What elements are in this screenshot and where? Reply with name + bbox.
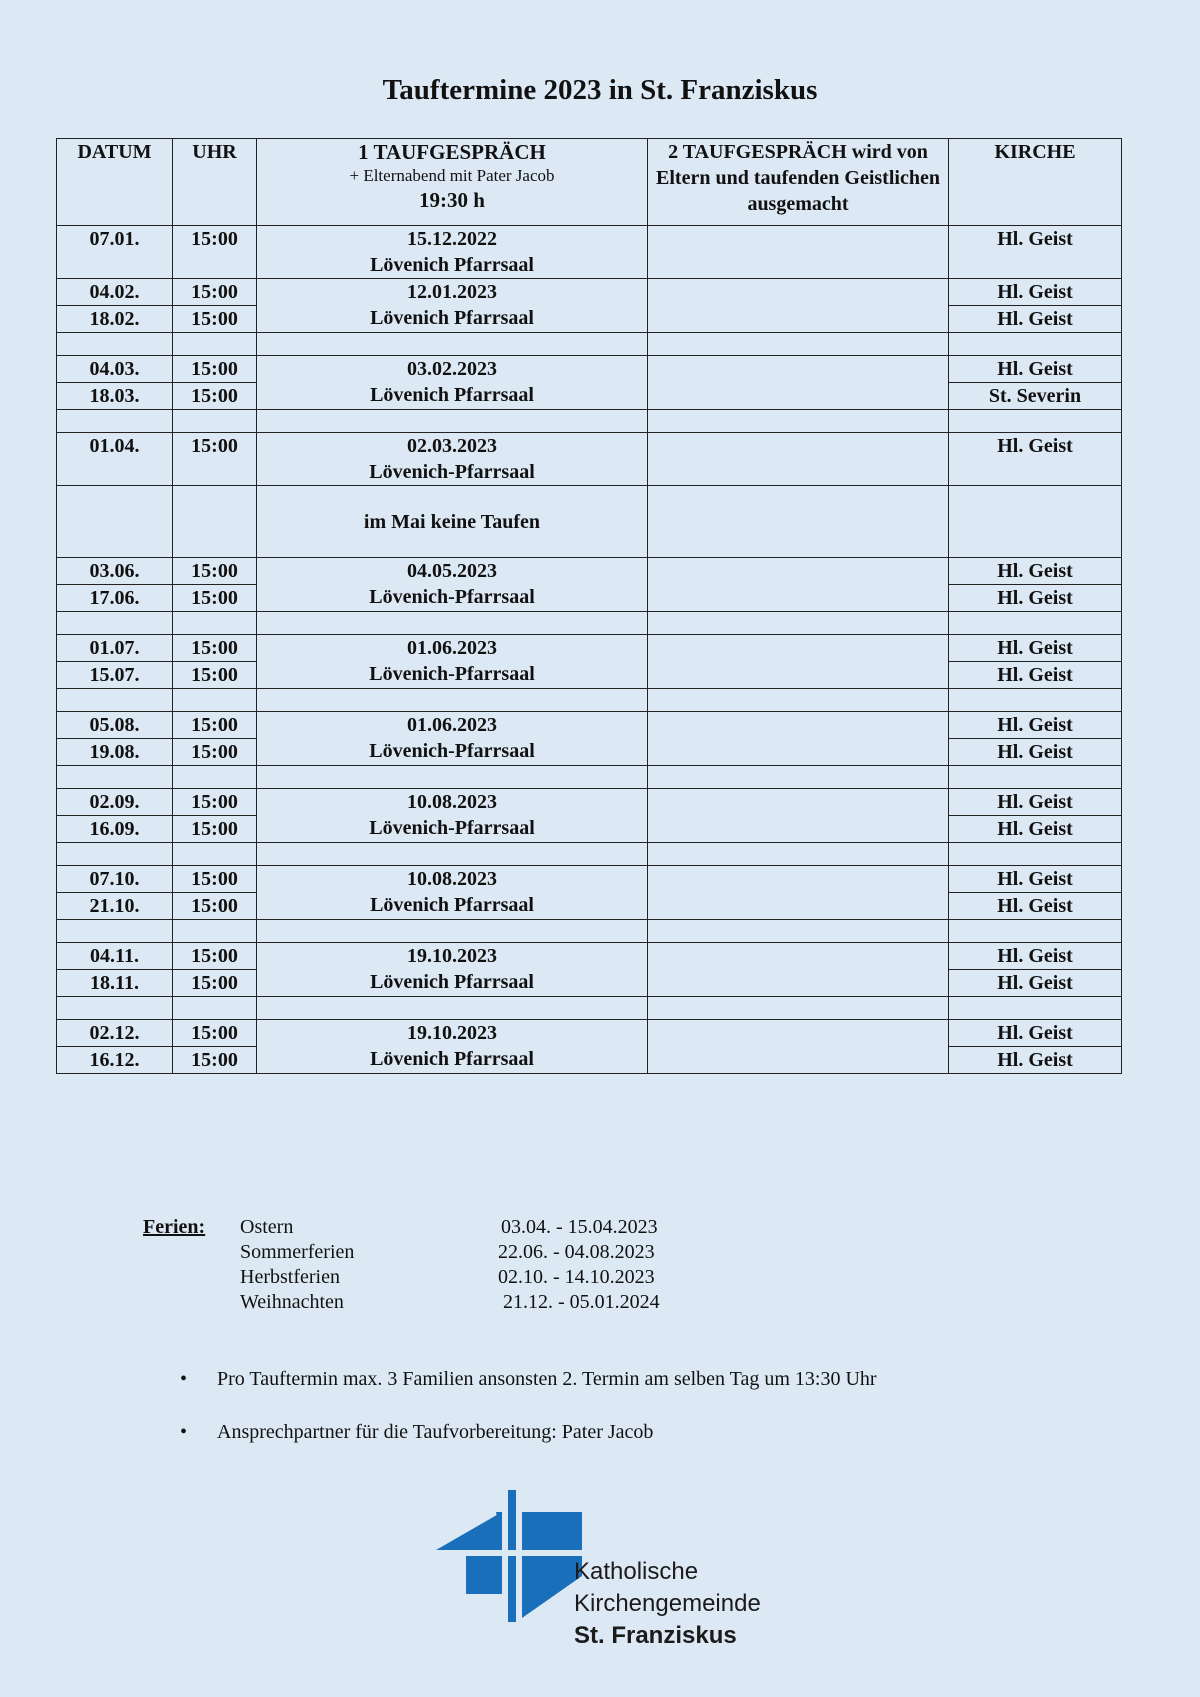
holiday-name: Sommerferien <box>240 1241 355 1263</box>
datum-cell: 19.08. <box>57 739 173 766</box>
kirche-cell: Hl. Geist <box>949 712 1122 739</box>
gespraech-1-date: 19.10.2023 <box>407 945 497 967</box>
kirche-cell: Hl. Geist <box>949 893 1122 920</box>
empty-cell <box>648 612 949 635</box>
uhr-cell: 15:00 <box>173 226 257 279</box>
table-row <box>57 943 1122 970</box>
kirche-cell: Hl. Geist <box>949 558 1122 585</box>
empty-cell <box>648 997 949 1020</box>
logo-shape-ne <box>522 1512 582 1550</box>
empty-cell <box>257 997 648 1020</box>
spacer-row <box>57 920 1122 943</box>
gespraech-1-date: 15.12.2022 <box>407 228 497 250</box>
note-text: Pro Tauftermin max. 3 Familien ansonsten 2. Termin am selben Tag um 13:30 Uhr <box>217 1368 877 1390</box>
kirche-cell: Hl. Geist <box>949 1047 1122 1074</box>
empty-cell <box>173 843 257 866</box>
uhr-cell: 15:00 <box>173 356 257 383</box>
datum-cell: 21.10. <box>57 893 173 920</box>
empty-cell <box>57 333 173 356</box>
gespraech-1-cell <box>257 279 648 333</box>
gespraech-1-date: 01.06.2023 <box>407 714 497 736</box>
datum-cell: 18.11. <box>57 970 173 997</box>
empty-cell <box>648 920 949 943</box>
holiday-name: Herbstferien <box>240 1266 340 1288</box>
table-row <box>57 279 1122 306</box>
spacer-row <box>57 766 1122 789</box>
gespraech-1-place: Lövenich Pfarrsaal <box>370 307 534 329</box>
kirche-cell: Hl. Geist <box>949 943 1122 970</box>
empty-cell <box>257 689 648 712</box>
empty-cell <box>57 410 173 433</box>
uhr-cell: 15:00 <box>173 970 257 997</box>
holiday-item <box>240 1290 800 1315</box>
header-uhr: UHR <box>173 139 257 226</box>
gespraech-1-place: Lövenich Pfarrsaal <box>370 894 534 916</box>
kirche-cell: Hl. Geist <box>949 662 1122 689</box>
empty-cell <box>57 920 173 943</box>
empty-cell <box>949 843 1122 866</box>
table-row <box>57 866 1122 893</box>
kirche-cell: Hl. Geist <box>949 306 1122 333</box>
gespraech-1-cell <box>257 558 648 612</box>
logo-shape-se <box>522 1556 582 1618</box>
uhr-cell: 15:00 <box>173 558 257 585</box>
holiday-item <box>240 1265 800 1290</box>
empty-cell <box>57 997 173 1020</box>
empty-cell <box>173 333 257 356</box>
header-gespraech-1-title: 1 TAUFGESPRÄCH <box>358 140 546 164</box>
datum-cell: 05.08. <box>57 712 173 739</box>
empty-cell <box>173 766 257 789</box>
holiday-dates: 21.12. - 05.01.2024 <box>503 1291 660 1313</box>
kirche-cell: St. Severin <box>949 383 1122 410</box>
kirche-cell: Hl. Geist <box>949 866 1122 893</box>
table-row <box>57 1020 1122 1047</box>
datum-cell: 07.01. <box>57 226 173 279</box>
gespraech-1-place: Lövenich-Pfarrsaal <box>369 817 535 839</box>
holidays-label: Ferien: <box>143 1216 206 1238</box>
empty-cell <box>949 997 1122 1020</box>
header-gespraech-1-time: 19:30 h <box>419 188 485 212</box>
datum-cell: 18.02. <box>57 306 173 333</box>
holiday-dates: 02.10. - 14.10.2023 <box>498 1266 655 1288</box>
kirche-cell: Hl. Geist <box>949 226 1122 279</box>
empty-cell <box>949 486 1122 558</box>
gespraech-1-place: Lövenich-Pfarrsaal <box>369 663 535 685</box>
empty-cell <box>173 920 257 943</box>
page-title: Tauftermine 2023 in St. Franziskus <box>382 74 818 106</box>
uhr-cell: 15:00 <box>173 739 257 766</box>
gespraech-1-cell <box>257 356 648 410</box>
kirche-cell: Hl. Geist <box>949 356 1122 383</box>
logo-shape-stem-bottom <box>508 1556 516 1622</box>
uhr-cell: 15:00 <box>173 662 257 689</box>
holiday-dates: 03.04. - 15.04.2023 <box>501 1216 658 1238</box>
gespraech-1-date: 02.03.2023 <box>407 435 497 457</box>
gespraech-2-cell <box>648 279 949 333</box>
gespraech-1-cell <box>257 943 648 997</box>
empty-cell <box>57 843 173 866</box>
gespraech-1-cell <box>257 1020 648 1074</box>
datum-cell: 02.09. <box>57 789 173 816</box>
spacer-row <box>57 843 1122 866</box>
gespraech-2-cell <box>648 226 949 279</box>
empty-cell <box>648 410 949 433</box>
empty-cell <box>949 612 1122 635</box>
empty-cell <box>173 410 257 433</box>
empty-cell <box>648 333 949 356</box>
empty-cell <box>648 689 949 712</box>
spacer-row <box>57 410 1122 433</box>
table-row <box>57 226 1122 279</box>
gespraech-2-cell <box>648 635 949 689</box>
table-row <box>57 433 1122 486</box>
datum-cell: 16.12. <box>57 1047 173 1074</box>
kirche-cell: Hl. Geist <box>949 433 1122 486</box>
logo-line-2: Kirchengemeinde <box>574 1590 761 1617</box>
uhr-cell: 15:00 <box>173 1047 257 1074</box>
datum-cell: 04.11. <box>57 943 173 970</box>
note-text: Ansprechpartner für die Taufvorbereitung: Pater Jacob <box>217 1421 654 1443</box>
gespraech-1-date: 10.08.2023 <box>407 791 497 813</box>
empty-cell <box>949 766 1122 789</box>
kirche-cell: Hl. Geist <box>949 739 1122 766</box>
table-row <box>57 789 1122 816</box>
uhr-cell: 15:00 <box>173 585 257 612</box>
gespraech-1-place: Lövenich Pfarrsaal <box>370 384 534 406</box>
empty-cell <box>648 766 949 789</box>
uhr-cell: 15:00 <box>173 279 257 306</box>
holiday-item <box>240 1215 800 1240</box>
gespraech-1-date: 12.01.2023 <box>407 281 497 303</box>
uhr-cell: 15:00 <box>173 1020 257 1047</box>
spacer-row <box>57 997 1122 1020</box>
note-cell: im Mai keine Taufen <box>257 486 648 558</box>
logo-shape-nw <box>436 1512 502 1550</box>
empty-cell <box>648 486 949 558</box>
uhr-cell: 15:00 <box>173 943 257 970</box>
kirche-cell: Hl. Geist <box>949 585 1122 612</box>
gespraech-2-cell <box>648 356 949 410</box>
gespraech-2-cell <box>648 789 949 843</box>
table-row <box>57 558 1122 585</box>
datum-cell: 17.06. <box>57 585 173 612</box>
gespraech-1-place: Lövenich-Pfarrsaal <box>369 586 535 608</box>
gespraech-1-date: 03.02.2023 <box>407 358 497 380</box>
gespraech-1-cell <box>257 635 648 689</box>
gespraech-1-place: Lövenich-Pfarrsaal <box>369 740 535 762</box>
holiday-name: Ostern <box>240 1216 294 1238</box>
logo-line-1: Katholische <box>574 1558 699 1585</box>
uhr-cell: 15:00 <box>173 383 257 410</box>
empty-cell <box>949 689 1122 712</box>
empty-cell <box>173 997 257 1020</box>
datum-cell: 04.03. <box>57 356 173 383</box>
empty-cell <box>57 766 173 789</box>
gespraech-1-place: Lövenich Pfarrsaal <box>370 254 534 276</box>
uhr-cell: 15:00 <box>173 789 257 816</box>
header-datum: DATUM <box>57 139 173 226</box>
empty-cell <box>57 689 173 712</box>
empty-cell <box>57 486 173 558</box>
empty-cell <box>257 410 648 433</box>
bullet-icon: • <box>180 1421 188 1443</box>
holiday-name: Weihnachten <box>240 1291 344 1313</box>
gespraech-2-cell <box>648 943 949 997</box>
holiday-item <box>240 1240 800 1265</box>
empty-cell <box>648 843 949 866</box>
empty-cell <box>949 920 1122 943</box>
gespraech-1-place: Lövenich Pfarrsaal <box>370 971 534 993</box>
spacer-row <box>57 689 1122 712</box>
empty-cell <box>57 612 173 635</box>
bullet-icon: • <box>180 1368 188 1390</box>
gespraech-1-cell <box>257 789 648 843</box>
header-gespraech-2: 2 TAUFGESPRÄCH wird von Eltern und taufenden Geistlichen ausgemacht <box>648 139 949 226</box>
empty-cell <box>257 920 648 943</box>
uhr-cell: 15:00 <box>173 866 257 893</box>
baptism-schedule-table <box>56 138 1122 1074</box>
kirche-cell: Hl. Geist <box>949 816 1122 843</box>
empty-cell <box>173 689 257 712</box>
parish-logo-text <box>574 1556 761 1652</box>
gespraech-1-cell <box>257 433 648 486</box>
uhr-cell: 15:00 <box>173 816 257 843</box>
empty-cell <box>949 410 1122 433</box>
header-gespraech-1 <box>257 139 648 226</box>
kirche-cell: Hl. Geist <box>949 1020 1122 1047</box>
kirche-cell: Hl. Geist <box>949 970 1122 997</box>
table-row <box>57 356 1122 383</box>
empty-cell <box>257 843 648 866</box>
datum-cell: 07.10. <box>57 866 173 893</box>
gespraech-1-date: 19.10.2023 <box>407 1022 497 1044</box>
uhr-cell: 15:00 <box>173 712 257 739</box>
gespraech-2-cell <box>648 433 949 486</box>
kirche-cell: Hl. Geist <box>949 279 1122 306</box>
gespraech-1-place: Lövenich-Pfarrsaal <box>369 461 535 483</box>
datum-cell: 01.07. <box>57 635 173 662</box>
uhr-cell: 15:00 <box>173 893 257 920</box>
gespraech-1-cell <box>257 866 648 920</box>
spacer-row <box>57 333 1122 356</box>
datum-cell: 16.09. <box>57 816 173 843</box>
gespraech-2-cell <box>648 1020 949 1074</box>
empty-cell <box>173 486 257 558</box>
gespraech-1-date: 04.05.2023 <box>407 560 497 582</box>
logo-line-3: St. Franziskus <box>574 1622 737 1649</box>
uhr-cell: 15:00 <box>173 635 257 662</box>
datum-cell: 03.06. <box>57 558 173 585</box>
gespraech-1-place: Lövenich Pfarrsaal <box>370 1048 534 1070</box>
header-gespraech-1-subtitle: + Elternabend mit Pater Jacob <box>349 166 555 185</box>
gespraech-2-cell <box>648 558 949 612</box>
table-row <box>57 635 1122 662</box>
gespraech-1-date: 01.06.2023 <box>407 637 497 659</box>
gespraech-2-cell <box>648 866 949 920</box>
table-row <box>57 712 1122 739</box>
holiday-dates: 22.06. - 04.08.2023 <box>498 1241 655 1263</box>
note-row <box>57 486 1122 558</box>
gespraech-2-cell <box>648 712 949 766</box>
uhr-cell: 15:00 <box>173 433 257 486</box>
uhr-cell: 15:00 <box>173 306 257 333</box>
empty-cell <box>257 766 648 789</box>
logo-shape-sw <box>466 1556 502 1594</box>
empty-cell <box>257 612 648 635</box>
schedule-body <box>57 226 1122 1074</box>
gespraech-1-cell <box>257 226 648 279</box>
empty-cell <box>949 333 1122 356</box>
gespraech-1-date: 10.08.2023 <box>407 868 497 890</box>
kirche-cell: Hl. Geist <box>949 789 1122 816</box>
datum-cell: 01.04. <box>57 433 173 486</box>
empty-cell <box>257 333 648 356</box>
datum-cell: 15.07. <box>57 662 173 689</box>
header-kirche: KIRCHE <box>949 139 1122 226</box>
datum-cell: 04.02. <box>57 279 173 306</box>
spacer-row <box>57 612 1122 635</box>
kirche-cell: Hl. Geist <box>949 635 1122 662</box>
datum-cell: 02.12. <box>57 1020 173 1047</box>
table-header-row <box>57 139 1122 226</box>
gespraech-1-cell <box>257 712 648 766</box>
empty-cell <box>173 612 257 635</box>
logo-shape-stem-top <box>508 1490 516 1550</box>
datum-cell: 18.03. <box>57 383 173 410</box>
